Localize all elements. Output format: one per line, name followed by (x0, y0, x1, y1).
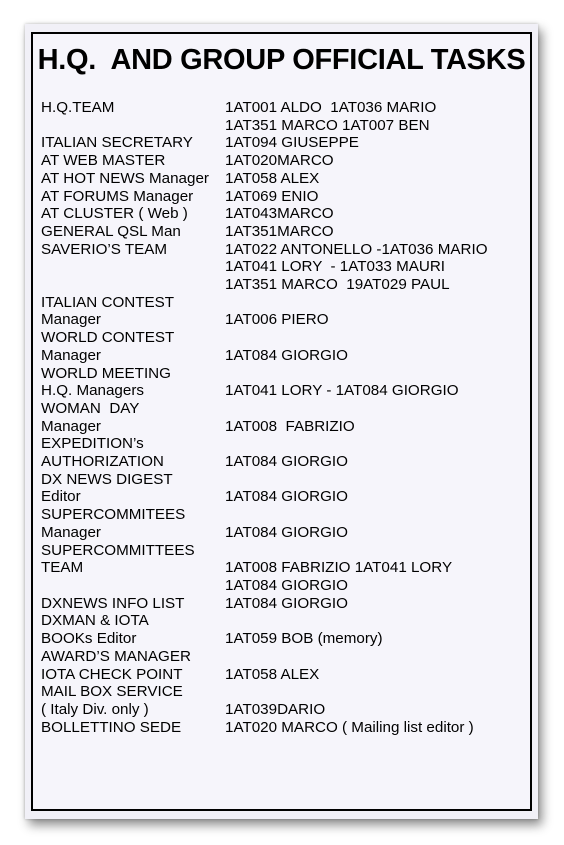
task-row (41, 719, 526, 737)
task-row (41, 612, 526, 630)
task-assignee (225, 365, 526, 383)
task-assignee: 1AT020MARCO (225, 152, 334, 170)
task-label: H.Q. Managers (41, 382, 144, 400)
task-row (41, 471, 526, 489)
task-row (41, 365, 526, 383)
task-row (41, 683, 526, 701)
task-label: DXMAN & IOTA (41, 612, 149, 630)
task-assignee: 1AT084 GIORGIO (225, 453, 348, 471)
task-row (41, 400, 526, 418)
task-assignee: 1AT069 ENIO (225, 187, 319, 205)
task-row (41, 435, 526, 453)
task-label: ITALIAN SECRETARY (41, 134, 193, 152)
task-assignee (225, 400, 526, 418)
task-assignee: 1AT059 BOB (memory) (225, 630, 383, 648)
task-label (41, 276, 225, 294)
task-row (41, 311, 526, 329)
task-label: EXPEDITION’s (41, 435, 144, 453)
task-label: Manager (41, 311, 101, 329)
task-row (41, 488, 526, 506)
task-assignee: 1AT084 GIORGIO (225, 576, 348, 594)
task-label: AT HOT NEWS Manager (41, 169, 209, 187)
task-label: Manager (41, 417, 101, 435)
task-row (41, 223, 526, 241)
task-label: Manager (41, 523, 101, 541)
task-assignee: 1AT022 ANTONELLO -1AT036 MARIO (225, 240, 488, 258)
task-assignee: 1AT041 LORY - 1AT084 GIORGIO (225, 382, 459, 400)
task-row (41, 329, 526, 347)
task-row (41, 577, 526, 595)
task-row (41, 134, 526, 152)
task-row (41, 701, 526, 719)
task-row (41, 595, 526, 613)
task-assignee (225, 471, 526, 489)
document-card (25, 24, 538, 819)
task-row (41, 152, 526, 170)
task-label: ITALIAN CONTEST (41, 293, 175, 311)
task-assignee (225, 294, 526, 312)
task-row (41, 648, 526, 666)
task-row (41, 99, 526, 117)
task-assignee (225, 542, 526, 560)
task-label: WORLD CONTEST (41, 329, 175, 347)
task-label: DX NEWS DIGEST (41, 470, 173, 488)
task-label: BOLLETTINO SEDE (41, 718, 182, 736)
task-row (41, 347, 526, 365)
task-assignee: 1AT351 MARCO 1AT007 BEN (225, 116, 430, 134)
task-assignee: 1AT008 FABRIZIO 1AT041 LORY (225, 559, 453, 577)
task-row (41, 170, 526, 188)
task-label: AUTHORIZATION (41, 453, 164, 471)
task-assignee: 1AT041 LORY - 1AT033 MAURI (225, 258, 446, 276)
task-label: BOOKs Editor (41, 630, 137, 648)
task-label: SUPERCOMMITEES (41, 506, 186, 524)
task-assignee: 1AT351 MARCO 19AT029 PAUL (225, 276, 450, 294)
task-assignee (225, 683, 526, 701)
task-label: TEAM (41, 559, 84, 577)
task-assignee (225, 648, 526, 666)
task-label: AT CLUSTER ( Web ) (41, 205, 188, 223)
task-assignee: 1AT058 ALEX (225, 665, 320, 683)
task-row (41, 188, 526, 206)
task-row (41, 506, 526, 524)
task-row (41, 559, 526, 577)
task-assignee (225, 612, 526, 630)
task-assignee: 1AT084 GIORGIO (225, 488, 348, 506)
task-row (41, 276, 526, 294)
task-assignee: 1AT039DARIO (225, 700, 326, 718)
task-assignee: 1AT084 GIORGIO (225, 346, 348, 364)
task-label: WORLD MEETING (41, 364, 171, 382)
task-label: ( Italy Div. only ) (41, 700, 149, 718)
task-assignee: 1AT008 FABRIZIO (225, 417, 355, 435)
task-row (41, 418, 526, 436)
task-row (41, 205, 526, 223)
task-assignee (225, 435, 526, 453)
task-row (41, 294, 526, 312)
task-label: SUPERCOMMITTEES (41, 541, 195, 559)
task-row (41, 542, 526, 560)
task-row (41, 258, 526, 276)
task-label: GENERAL QSL Man (41, 222, 181, 240)
task-label: Editor (41, 488, 81, 506)
task-label: H.Q.TEAM (41, 99, 115, 116)
task-assignee: 1AT001 ALDO 1AT036 MARIO (225, 99, 437, 116)
task-label: SAVERIO’S TEAM (41, 240, 168, 258)
task-assignee: 1AT351MARCO (225, 222, 334, 240)
task-label: WOMAN DAY (41, 399, 140, 417)
page-title: H.Q. AND GROUP OFFICIAL TASKS (37, 44, 526, 76)
task-row (41, 524, 526, 542)
task-row (41, 666, 526, 684)
task-assignee: 1AT006 PIERO (225, 311, 329, 329)
task-assignee (225, 506, 526, 524)
task-label: DXNEWS INFO LIST (41, 594, 185, 612)
task-label (41, 577, 225, 595)
task-label: AT FORUMS Manager (41, 187, 194, 205)
task-row (41, 453, 526, 471)
task-list (41, 99, 526, 736)
task-assignee (225, 329, 526, 347)
task-label: Manager (41, 346, 101, 364)
task-row (41, 117, 526, 135)
task-label (41, 117, 225, 135)
task-row (41, 382, 526, 400)
task-label: IOTA CHECK POINT (41, 665, 183, 683)
task-assignee: 1AT094 GIUSEPPE (225, 134, 359, 152)
task-label: MAIL BOX SERVICE (41, 683, 183, 701)
task-label: AWARD’S MANAGER (41, 647, 191, 665)
task-label (41, 258, 225, 276)
task-row (41, 630, 526, 648)
bordered-panel (31, 32, 532, 811)
task-assignee: 1AT084 GIORGIO (225, 523, 348, 541)
task-assignee: 1AT058 ALEX (225, 169, 320, 187)
task-assignee: 1AT020 MARCO ( Mailing list editor ) (225, 718, 474, 736)
task-assignee: 1AT043MARCO (225, 205, 334, 223)
task-row (41, 241, 526, 259)
task-label: AT WEB MASTER (41, 152, 166, 170)
task-assignee: 1AT084 GIORGIO (225, 594, 348, 612)
